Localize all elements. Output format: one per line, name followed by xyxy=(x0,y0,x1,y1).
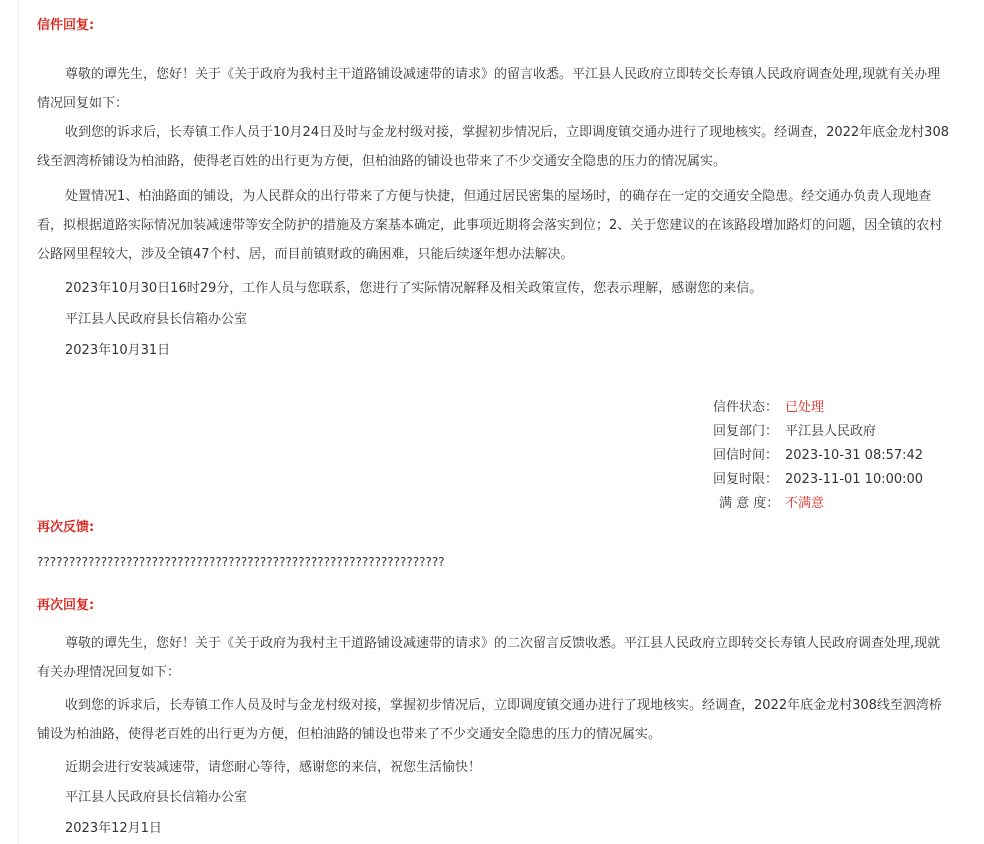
second-reply-title: 再次回复: xyxy=(37,598,95,613)
meta-reply-time-row xyxy=(713,444,953,468)
reply-signature: 平江县人民政府县长信箱办公室 xyxy=(65,312,248,327)
second-reply-paragraph-2: 收到您的诉求后，长寿镇工作人员及时与金龙村级对接，掌握初步情况后，立即调度镇交通办进行了现地核实。经调查，2022年底金龙村308线至泗湾桥铺设为柏油路，使得老百姓的出行更为方便，但柏油路的铺设也带来了不少交通安全隐患的压力的情况属实。 xyxy=(37,698,942,742)
meta-satisfaction-row xyxy=(713,492,953,516)
satisfaction-badge: 不满意 xyxy=(785,496,825,511)
meta-reply-time-label: 回信时间： xyxy=(713,448,779,463)
meta-dept-label: 回复部门： xyxy=(713,424,779,439)
reply-paragraph-2: 收到您的诉求后，长寿镇工作人员于10月24日及时与金龙村级对接，掌握初步情况后，立即调度镇交通办进行了现地核实。经调查，2022年底金龙村308线至泗湾桥铺设为柏油路，使得老百姓的出行更为方便，但柏油路的铺设也带来了不少交通安全隐患的压力的情况属实。 xyxy=(37,125,949,169)
letter-meta xyxy=(713,396,953,516)
reply-paragraph-4: 2023年10月30日16时29分，工作人员与您联系，您进行了实际情况解释及相关政策宣传，您表示理解，感谢您的来信。 xyxy=(65,281,763,296)
meta-reply-time-value: 2023-10-31 08:57:42 xyxy=(785,448,924,463)
meta-satisfaction-label: 满 意 度： xyxy=(719,496,780,511)
feedback-text: ???????????????????????????????????????????????????????????????? xyxy=(37,555,445,569)
meta-deadline-row xyxy=(713,468,953,492)
reply-paragraph-3: 处置情况1、柏油路面的铺设，为人民群众的出行带来了方便与快捷，但通过居民密集的屋场时，的确存在一定的交通安全隐患。经交通办负责人现地查看，拟根据道路实际情况加装减速带等安全防护的措施及方案基本确定，此事项近期将会落实到位；2、关于您建议的在该路段增加路灯的问题，因全镇的农村公路网里程较大，涉及全镇47个村、居，而目前镇财政的确困难，只能后续逐年想办法解决。 xyxy=(37,189,943,262)
meta-deadline-label: 回复时限： xyxy=(713,472,779,487)
meta-status-row xyxy=(713,396,953,420)
left-border xyxy=(18,0,19,844)
meta-deadline-value: 2023-11-01 10:00:00 xyxy=(785,472,924,487)
meta-dept-value: 平江县人民政府 xyxy=(785,424,877,439)
reply-date: 2023年10月31日 xyxy=(65,343,171,358)
second-reply-signature: 平江县人民政府县长信箱办公室 xyxy=(65,790,248,805)
status-badge: 已处理 xyxy=(785,400,825,415)
reply-paragraph-1: 尊敬的谭先生，您好！关于《关于政府为我村主干道路铺设减速带的请求》的留言收悉。平江县人民政府立即转交长寿镇人民政府调查处理,现就有关办理情况回复如下： xyxy=(37,67,941,111)
second-reply-paragraph-1: 尊敬的谭先生，您好！关于《关于政府为我村主干道路铺设减速带的请求》的二次留言反馈收悉。平江县人民政府立即转交长寿镇人民政府调查处理,现就有关办理情况回复如下： xyxy=(37,636,941,680)
meta-dept-row xyxy=(713,420,953,444)
reply-title: 信件回复: xyxy=(37,18,95,33)
second-reply-date: 2023年12月1日 xyxy=(65,821,162,836)
second-reply-paragraph-3: 近期会进行安装减速带，请您耐心等待，感谢您的来信，祝您生活愉快！ xyxy=(65,760,482,775)
feedback-title: 再次反馈: xyxy=(37,520,95,535)
meta-status-label: 信件状态： xyxy=(713,400,779,415)
